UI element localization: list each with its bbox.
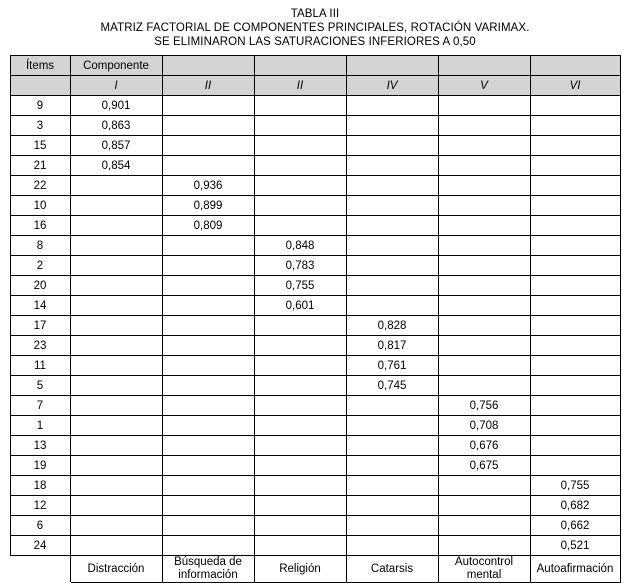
item-number-cell: 10 [10,196,70,216]
loading-cell-empty [530,196,620,216]
loading-cell-empty [162,396,254,416]
item-number-cell: 17 [10,316,70,336]
item-number-cell: 21 [10,156,70,176]
item-number-cell: 14 [10,296,70,316]
item-number-cell: 2 [10,256,70,276]
loading-cell-empty [70,376,162,396]
loading-value-cell: 0,857 [70,136,162,156]
loading-cell-empty [346,276,438,296]
table-row [10,136,620,156]
loading-cell-empty [254,316,346,336]
loading-cell-empty [530,296,620,316]
loading-cell-empty [70,496,162,516]
loading-cell-empty [346,496,438,516]
loading-cell-empty [162,536,254,556]
loading-cell-empty [70,296,162,316]
loading-cell-empty [162,136,254,156]
loading-cell-empty [438,196,530,216]
item-number-cell: 23 [10,336,70,356]
loading-cell-empty [530,176,620,196]
table-row [10,416,620,436]
component-label-3: II [254,76,346,96]
loading-cell-empty [438,516,530,536]
loading-cell-empty [70,416,162,436]
loading-cell-empty [162,116,254,136]
loading-cell-empty [254,416,346,436]
item-number-cell: 3 [10,116,70,136]
table-row [10,396,620,416]
loading-cell-empty [346,236,438,256]
loading-cell-empty [346,216,438,236]
loading-cell-empty [530,136,620,156]
loading-cell-empty [162,296,254,316]
loading-cell-empty [254,176,346,196]
header-spacer-3 [254,56,346,76]
loading-cell-empty [346,196,438,216]
loading-cell-empty [530,236,620,256]
table-caption [0,0,630,49]
loading-cell-empty [438,96,530,116]
loading-cell-empty [530,416,620,436]
loading-cell-empty [346,476,438,496]
loading-cell-empty [438,536,530,556]
loading-value-cell: 0,848 [254,236,346,256]
loading-cell-empty [254,376,346,396]
table-row [10,256,620,276]
loading-cell-empty [70,456,162,476]
factor-name-cell: Distracción [70,556,162,583]
component-label-5: V [438,76,530,96]
factor-name-cell: Autoafirmación [530,556,620,583]
loading-cell-empty [254,536,346,556]
loading-cell-empty [346,156,438,176]
item-number-cell: 22 [10,176,70,196]
table-row [10,156,620,176]
loading-cell-empty [530,436,620,456]
item-number-cell: 11 [10,356,70,376]
loading-cell-empty [162,416,254,436]
table-row [10,196,620,216]
loading-cell-empty [162,336,254,356]
component-label-2: II [162,76,254,96]
loading-cell-empty [438,376,530,396]
loading-cell-empty [530,116,620,136]
table-row [10,536,620,556]
item-number-cell: 12 [10,496,70,516]
loading-cell-empty [254,96,346,116]
loading-cell-empty [346,396,438,416]
loading-value-cell: 0,675 [438,456,530,476]
loading-cell-empty [162,96,254,116]
loading-cell-empty [438,356,530,376]
loading-value-cell: 0,809 [162,216,254,236]
item-number-cell: 19 [10,456,70,476]
item-number-cell: 16 [10,216,70,236]
loading-cell-empty [254,156,346,176]
loading-cell-empty [162,436,254,456]
item-number-cell: 5 [10,376,70,396]
loading-value-cell: 0,936 [162,176,254,196]
table-row [10,336,620,356]
item-number-cell: 7 [10,396,70,416]
item-number-cell: 13 [10,436,70,456]
item-number-cell: 6 [10,516,70,536]
loading-cell-empty [438,216,530,236]
loading-cell-empty [530,456,620,476]
loading-value-cell: 0,755 [254,276,346,296]
loading-value-cell: 0,708 [438,416,530,436]
loading-cell-empty [346,116,438,136]
item-number-cell: 20 [10,276,70,296]
component-label-4: IV [346,76,438,96]
loading-cell-empty [530,316,620,336]
loading-cell-empty [438,136,530,156]
component-label-row [10,76,620,96]
loading-value-cell: 0,676 [438,436,530,456]
factor-matrix-table [10,55,621,583]
loading-cell-empty [346,136,438,156]
loading-value-cell: 0,755 [530,476,620,496]
loading-cell-empty [162,156,254,176]
loading-cell-empty [162,496,254,516]
table-row [10,356,620,376]
component-label-blank [10,76,70,96]
caption-line-3: SE ELIMINARON LAS SATURACIONES INFERIORES A 0,50 [154,36,476,48]
loading-cell-empty [530,216,620,236]
header-componente: Componente [70,56,162,76]
loading-cell-empty [346,516,438,536]
loading-value-cell: 0,901 [70,96,162,116]
loading-cell-empty [254,196,346,216]
factor-name-cell: Autocontrol mental [438,556,530,583]
loading-value-cell: 0,828 [346,316,438,336]
loading-cell-empty [162,256,254,276]
header-spacer-2 [162,56,254,76]
table-row [10,456,620,476]
loading-cell-empty [530,96,620,116]
loading-cell-empty [438,296,530,316]
table-row [10,236,620,256]
table-row [10,316,620,336]
factor-name-cell: Religión [254,556,346,583]
loading-cell-empty [70,276,162,296]
loading-cell-empty [162,516,254,536]
item-number-cell: 8 [10,236,70,256]
loading-value-cell: 0,662 [530,516,620,536]
table-row [10,176,620,196]
loading-cell-empty [530,396,620,416]
table-row [10,376,620,396]
loading-cell-empty [254,136,346,156]
loading-cell-empty [70,356,162,376]
header-spacer-4 [346,56,438,76]
loading-cell-empty [530,276,620,296]
loading-cell-empty [162,316,254,336]
item-number-cell: 18 [10,476,70,496]
item-number-cell: 1 [10,416,70,436]
table-row [10,296,620,316]
loading-cell-empty [70,336,162,356]
loading-cell-empty [70,176,162,196]
loading-cell-empty [70,396,162,416]
loading-cell-empty [162,236,254,256]
loading-cell-empty [70,196,162,216]
item-number-cell: 24 [10,536,70,556]
table-row [10,116,620,136]
loading-cell-empty [438,176,530,196]
loading-cell-empty [438,256,530,276]
loading-cell-empty [438,276,530,296]
table-row [10,216,620,236]
factor-names-blank-cell [10,556,70,583]
header-spacer-5 [438,56,530,76]
loading-cell-empty [530,336,620,356]
table-row [10,476,620,496]
loading-value-cell: 0,854 [70,156,162,176]
loading-value-cell: 0,745 [346,376,438,396]
loading-cell-empty [70,256,162,276]
loading-cell-empty [346,416,438,436]
loading-cell-empty [346,296,438,316]
loading-cell-empty [254,356,346,376]
loading-cell-empty [438,316,530,336]
loading-value-cell: 0,783 [254,256,346,276]
factor-name-cell: Búsqueda de información [162,556,254,583]
loading-cell-empty [70,216,162,236]
component-label-1: I [70,76,162,96]
loading-value-cell: 0,817 [346,336,438,356]
table-row [10,436,620,456]
loading-cell-empty [70,516,162,536]
loading-cell-empty [346,256,438,276]
loading-cell-empty [70,316,162,336]
loading-cell-empty [162,456,254,476]
loading-cell-empty [254,516,346,536]
loading-cell-empty [162,356,254,376]
loading-value-cell: 0,863 [70,116,162,136]
header-items: Ítems [10,56,70,76]
item-number-cell: 9 [10,96,70,116]
loading-cell-empty [254,216,346,236]
loading-cell-empty [70,236,162,256]
factor-name-cell: Catarsis [346,556,438,583]
loading-cell-empty [438,496,530,516]
loading-cell-empty [346,436,438,456]
loading-value-cell: 0,756 [438,396,530,416]
header-spacer-6 [530,56,620,76]
loading-cell-empty [162,476,254,496]
loading-cell-empty [254,496,346,516]
loading-cell-empty [438,476,530,496]
loading-cell-empty [530,356,620,376]
loading-value-cell: 0,601 [254,296,346,316]
loading-cell-empty [254,396,346,416]
loading-cell-empty [346,536,438,556]
loading-value-cell: 0,521 [530,536,620,556]
loading-cell-empty [438,236,530,256]
loading-cell-empty [438,336,530,356]
loading-cell-empty [70,536,162,556]
loading-cell-empty [254,116,346,136]
factor-names-row [10,556,620,583]
loading-cell-empty [438,116,530,136]
loading-cell-empty [530,376,620,396]
loading-cell-empty [346,176,438,196]
loading-cell-empty [254,456,346,476]
loading-cell-empty [530,156,620,176]
loading-cell-empty [438,156,530,176]
loading-cell-empty [254,336,346,356]
table-row [10,496,620,516]
table-header-row [10,56,620,76]
loading-cell-empty [70,476,162,496]
table-row [10,276,620,296]
loading-cell-empty [162,276,254,296]
loading-value-cell: 0,761 [346,356,438,376]
component-label-6: VI [530,76,620,96]
loading-cell-empty [70,436,162,456]
caption-line-2: MATRIZ FACTORIAL DE COMPONENTES PRINCIPALES, ROTACIÓN VARIMAX. [100,22,530,34]
loading-cell-empty [346,456,438,476]
table-row [10,96,620,116]
loading-cell-empty [530,256,620,276]
loading-cell-empty [346,96,438,116]
loading-value-cell: 0,899 [162,196,254,216]
loading-cell-empty [162,376,254,396]
loading-cell-empty [254,436,346,456]
table-row [10,516,620,536]
item-number-cell: 15 [10,136,70,156]
loading-value-cell: 0,682 [530,496,620,516]
caption-line-1: TABLA III [290,8,340,20]
loading-cell-empty [254,476,346,496]
